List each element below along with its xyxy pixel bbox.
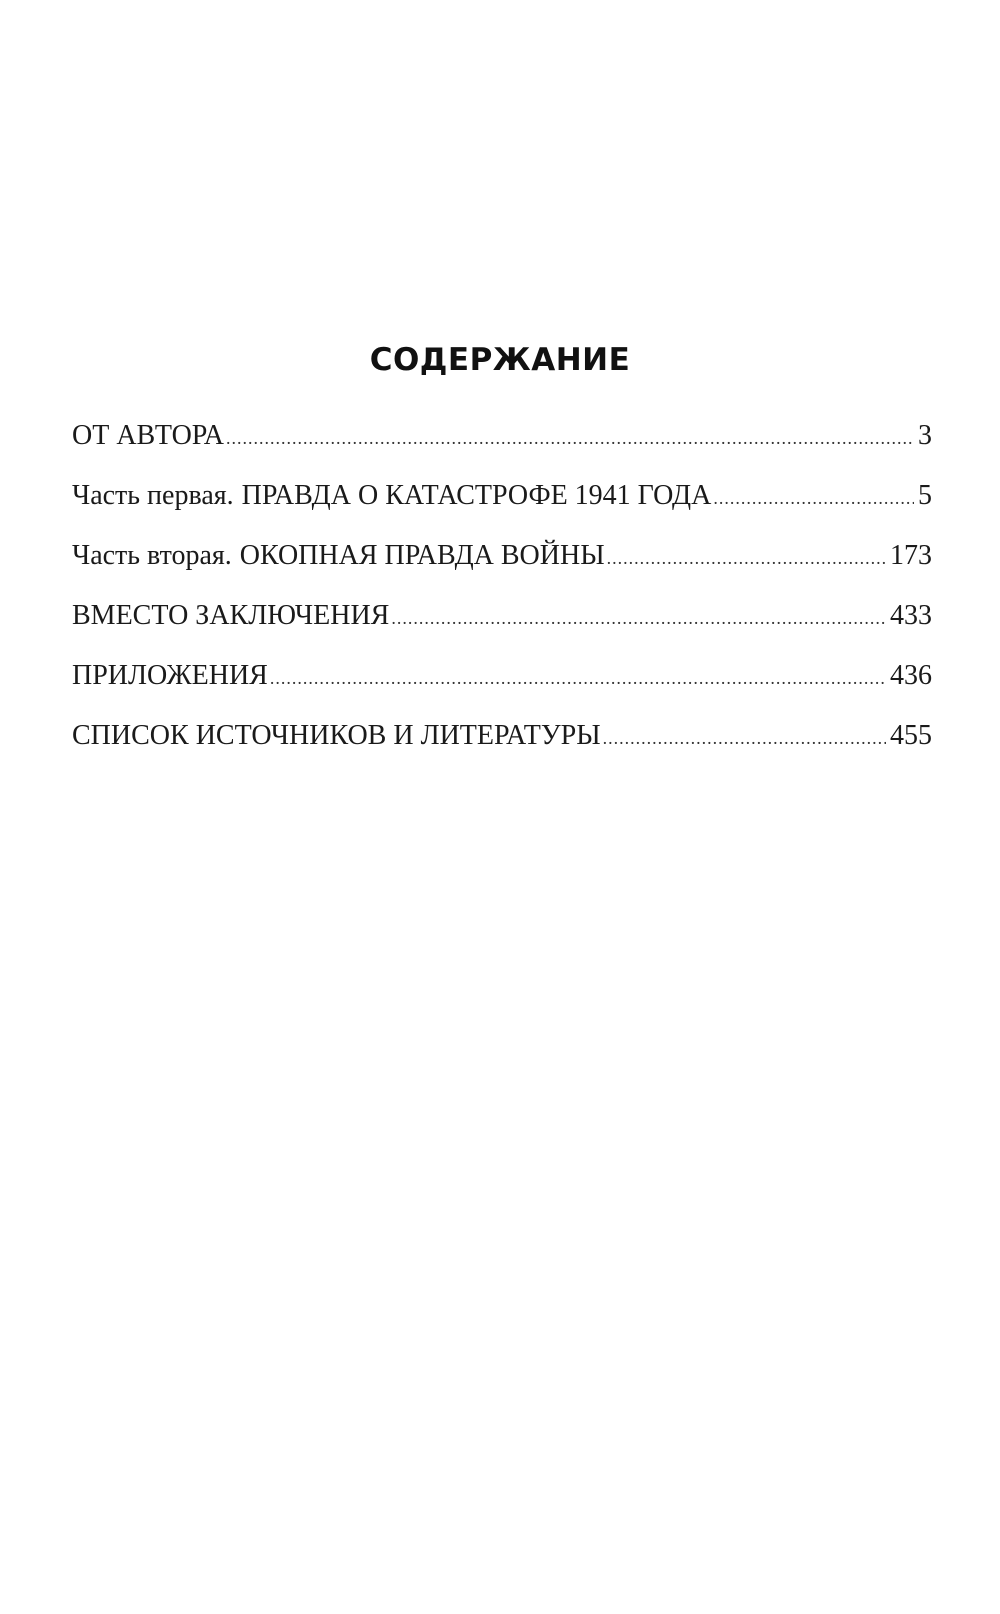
table-of-contents [72, 420, 932, 780]
toc-entry-label: ПРИЛОЖЕНИЯ [72, 660, 268, 691]
toc-part-prefix: Часть первая. [72, 480, 234, 511]
toc-page-number: 3 [918, 420, 932, 451]
toc-page-number: 433 [890, 600, 932, 631]
toc-entry-label: ОКОПНАЯ ПРАВДА ВОЙНЫ [239, 540, 605, 571]
toc-part-prefix: Часть вторая. [72, 540, 232, 571]
toc-entry-sources [72, 720, 932, 780]
dot-leader [391, 608, 886, 629]
toc-entry-label: ВМЕСТО ЗАКЛЮЧЕНИЯ [72, 600, 390, 631]
toc-entry-part-two [72, 540, 932, 600]
dot-leader [270, 668, 886, 689]
toc-entry-from-author [72, 420, 932, 480]
toc-entry-label: ОТ АВТОРА [72, 420, 225, 451]
toc-page-number: 455 [890, 720, 932, 751]
toc-entry-label: ПРАВДА О КАТАСТРОФЕ 1941 ГОДА [241, 480, 712, 511]
dot-leader [226, 428, 914, 449]
toc-entry-conclusion [72, 600, 932, 660]
toc-entry-part-one [72, 480, 932, 540]
dot-leader [713, 488, 914, 509]
toc-entry-appendices [72, 660, 932, 720]
dot-leader [603, 728, 886, 749]
toc-entry-label: СПИСОК ИСТОЧНИКОВ И ЛИТЕРАТУРЫ [72, 720, 601, 751]
toc-page-number: 173 [890, 540, 932, 571]
toc-page-number: 436 [890, 660, 932, 691]
dot-leader [607, 548, 886, 569]
toc-page-number: 5 [918, 480, 932, 511]
page-title: СОДЕРЖАНИЕ [369, 342, 631, 378]
